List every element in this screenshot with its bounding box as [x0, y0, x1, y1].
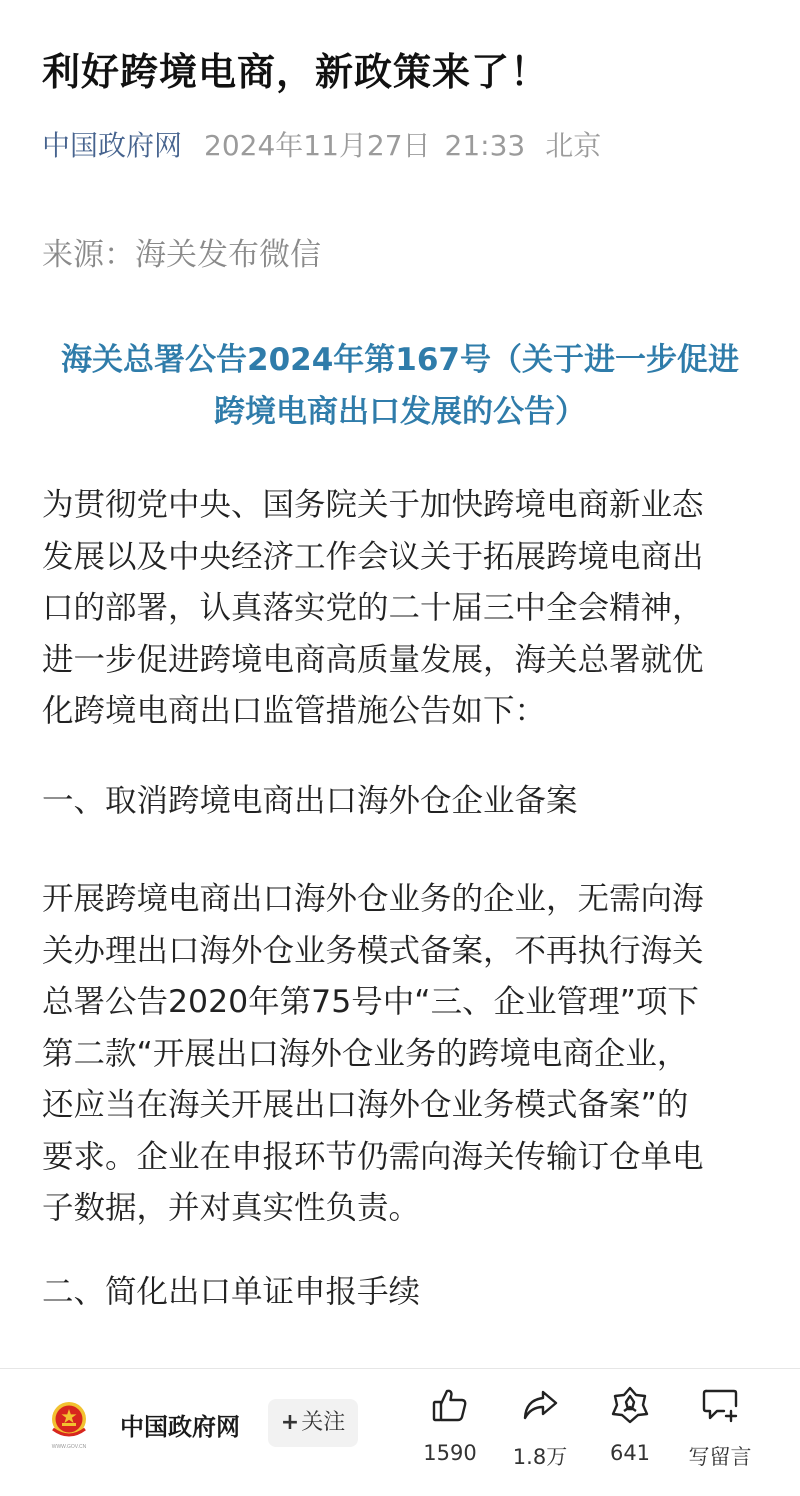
share-button[interactable] [495, 1385, 585, 1485]
paragraph-line: 开展跨境电商出口海外仓业务的企业，无需向海 [42, 881, 704, 917]
meta-location: 北京 [545, 129, 602, 162]
follow-label: 关注 [301, 1410, 346, 1435]
meta-account-link[interactable]: 中国政府网 [42, 129, 183, 162]
article-source: 来源：海关发布微信 [42, 237, 321, 273]
follow-button[interactable] [268, 1399, 358, 1447]
comment-label: 写留言 [688, 1445, 752, 1469]
paragraph-line: 化跨境电商出口监管措施公告如下： [42, 693, 547, 729]
account-name[interactable]: 中国政府网 [120, 1413, 240, 1441]
paragraph-line: 口的部署，认真落实党的二十届三中全会精神， [42, 590, 704, 626]
meta-time: 21:33 [444, 129, 526, 162]
paragraph-line: 进一步促进跨境电商高质量发展，海关总署就优 [42, 641, 704, 678]
notice-title [42, 334, 758, 438]
section-1-paragraph [42, 874, 762, 1235]
meta-date: 2024年11月27日 [204, 129, 431, 162]
plus-icon: + [280, 1410, 300, 1435]
like-button[interactable] [405, 1385, 495, 1485]
article-meta [42, 124, 601, 168]
notice-title-line: 跨境电商出口发展的公告） [214, 394, 586, 430]
section-heading-2: 二、简化出口单证申报手续 [42, 1274, 421, 1310]
paragraph-line: 还应当在海关开展出口海外仓业务模式备案”的 [42, 1087, 689, 1123]
paragraph-line: 发展以及中央经济工作会议关于拓展跨境电商出 [42, 538, 704, 575]
comment-icon [700, 1385, 740, 1425]
share-icon [520, 1385, 560, 1425]
intro-paragraph [42, 480, 762, 738]
emblem-caption: WWW.GOV.CN [51, 1444, 87, 1450]
paragraph-line: 总署公告2020年第75号中“三、企业管理”项下 [42, 984, 699, 1020]
wow-icon [610, 1385, 650, 1425]
paragraph-line: 第二款“开展出口海外仓业务的跨境电商企业， [42, 1035, 689, 1072]
notice-title-line: 海关总署公告2024年第167号（关于进一步促进 [61, 342, 739, 378]
comment-button[interactable] [675, 1385, 765, 1485]
article-title: 利好跨境电商，新政策来了！ [42, 50, 550, 94]
section-heading-1: 一、取消跨境电商出口海外仓企业备案 [42, 783, 578, 819]
account-avatar[interactable] [42, 1397, 96, 1451]
thumbs-up-icon [430, 1385, 470, 1425]
wow-count: 641 [609, 1441, 651, 1465]
national-emblem-icon [42, 1397, 96, 1451]
bottom-action-bar [0, 1368, 800, 1496]
like-count: 1590 [423, 1441, 477, 1465]
wow-button[interactable] [585, 1385, 675, 1485]
paragraph-line: 关办理出口海外仓业务模式备案，不再执行海关 [42, 932, 704, 969]
paragraph-line: 要求。企业在申报环节仍需向海关传输订仓单电 [42, 1138, 704, 1175]
paragraph-line: 子数据，并对真实性负责。 [42, 1190, 421, 1226]
share-count: 1.8万 [512, 1445, 568, 1469]
paragraph-line: 为贯彻党中央、国务院关于加快跨境电商新业态 [42, 487, 704, 523]
